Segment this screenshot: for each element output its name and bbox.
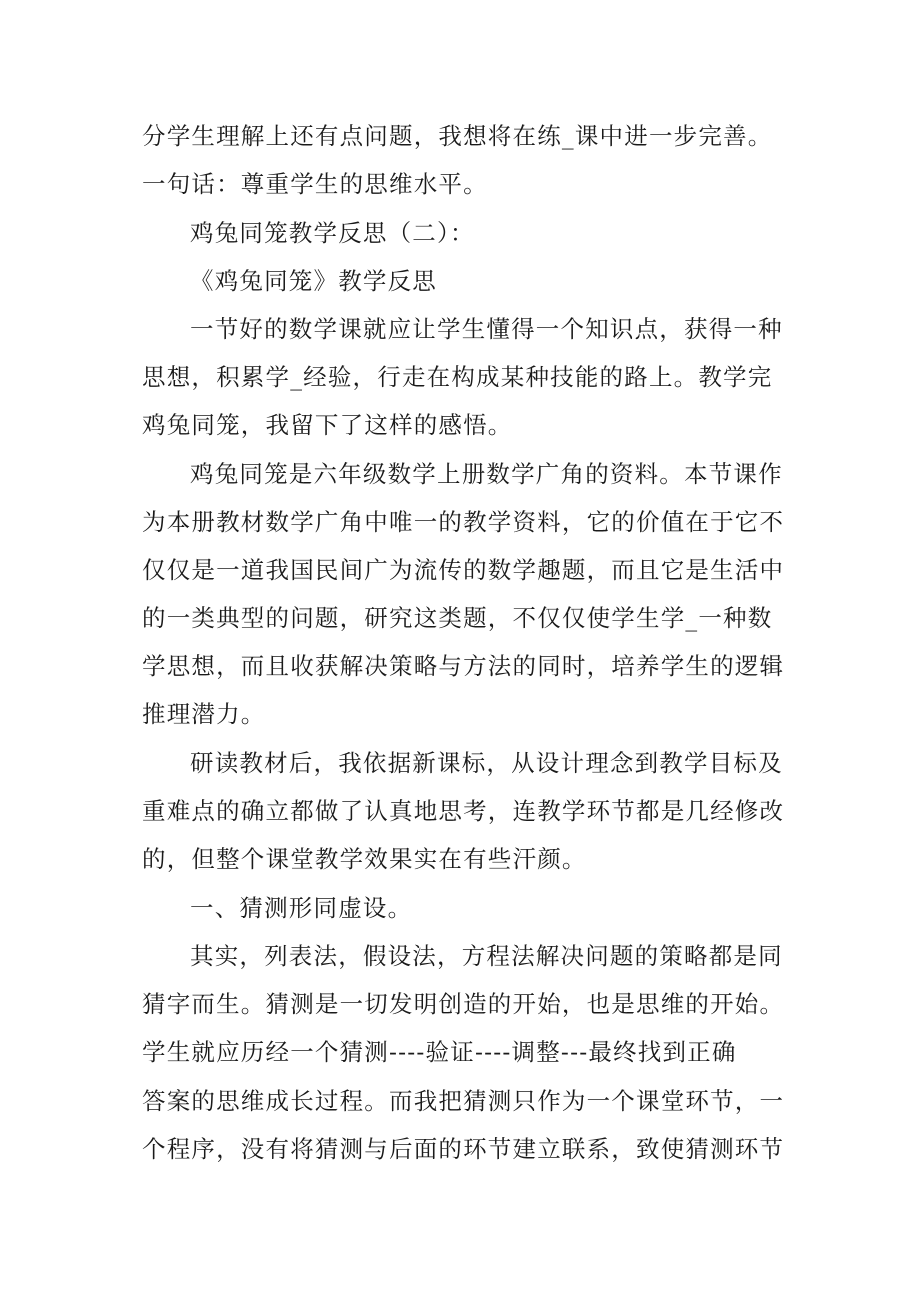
text-line: 思想，积累学_经验，行走在构成某种技能的路上。教学完 [142,363,773,391]
text-line: 个程序，没有将猜测与后面的环节建立联系，致使猜测环节 [142,1135,785,1163]
text-line: 重难点的确立都做了认真地思考，连教学环节都是几经修改 [142,797,785,825]
text-line: 分学生理解上还有点问题，我想将在练_课中进一步完善。 [142,122,773,150]
text-line: 学思想，而且收获解决策略与方法的同时，培养学生的逻辑 [142,652,785,680]
text-line: 的一类典型的问题，研究这类题，不仅仅使学生学_一种数 [142,604,773,632]
text-line: 猜字而生。猜测是一切发明创造的开始，也是思维的开始。 [142,990,785,1018]
article-title: 《鸡兔同笼》教学反思 [190,267,437,295]
text-line: 答案的思维成长过程。而我把猜测只作为一个课堂环节，一 [142,1087,785,1115]
text-line: 仅仅是一道我国民间广为流传的数学趣题，而且它是生活中 [142,556,785,584]
text-line: 为本册教材数学广角中唯一的教学资料，它的价值在于它不 [142,508,785,536]
text-line: 鸡兔同笼是六年级数学上册数学广角的资料。本节课作 [190,460,783,488]
text-line: 鸡兔同笼，我留下了这样的感悟。 [142,411,513,439]
text-line: 其实，列表法，假设法，方程法解决问题的策略都是同 [190,942,783,970]
text-line: 推理潜力。 [142,700,266,728]
subsection-heading: 一、猜测形同虚设。 [190,894,413,922]
text-line: 一节好的数学课就应让学生懂得一个知识点，获得一种 [190,315,783,343]
text-line: 研读教材后，我依据新课标，从设计理念到教学目标及 [190,749,783,777]
text-line: 的，但整个课堂教学效果实在有些汗颜。 [142,845,587,873]
text-line: 一句话：尊重学生的思维水平。 [142,170,488,198]
text-line: 学生就应历经一个猜测----验证----调整---最终找到正确 [142,1038,737,1066]
section-heading: 鸡兔同笼教学反思（二）： [190,219,475,247]
